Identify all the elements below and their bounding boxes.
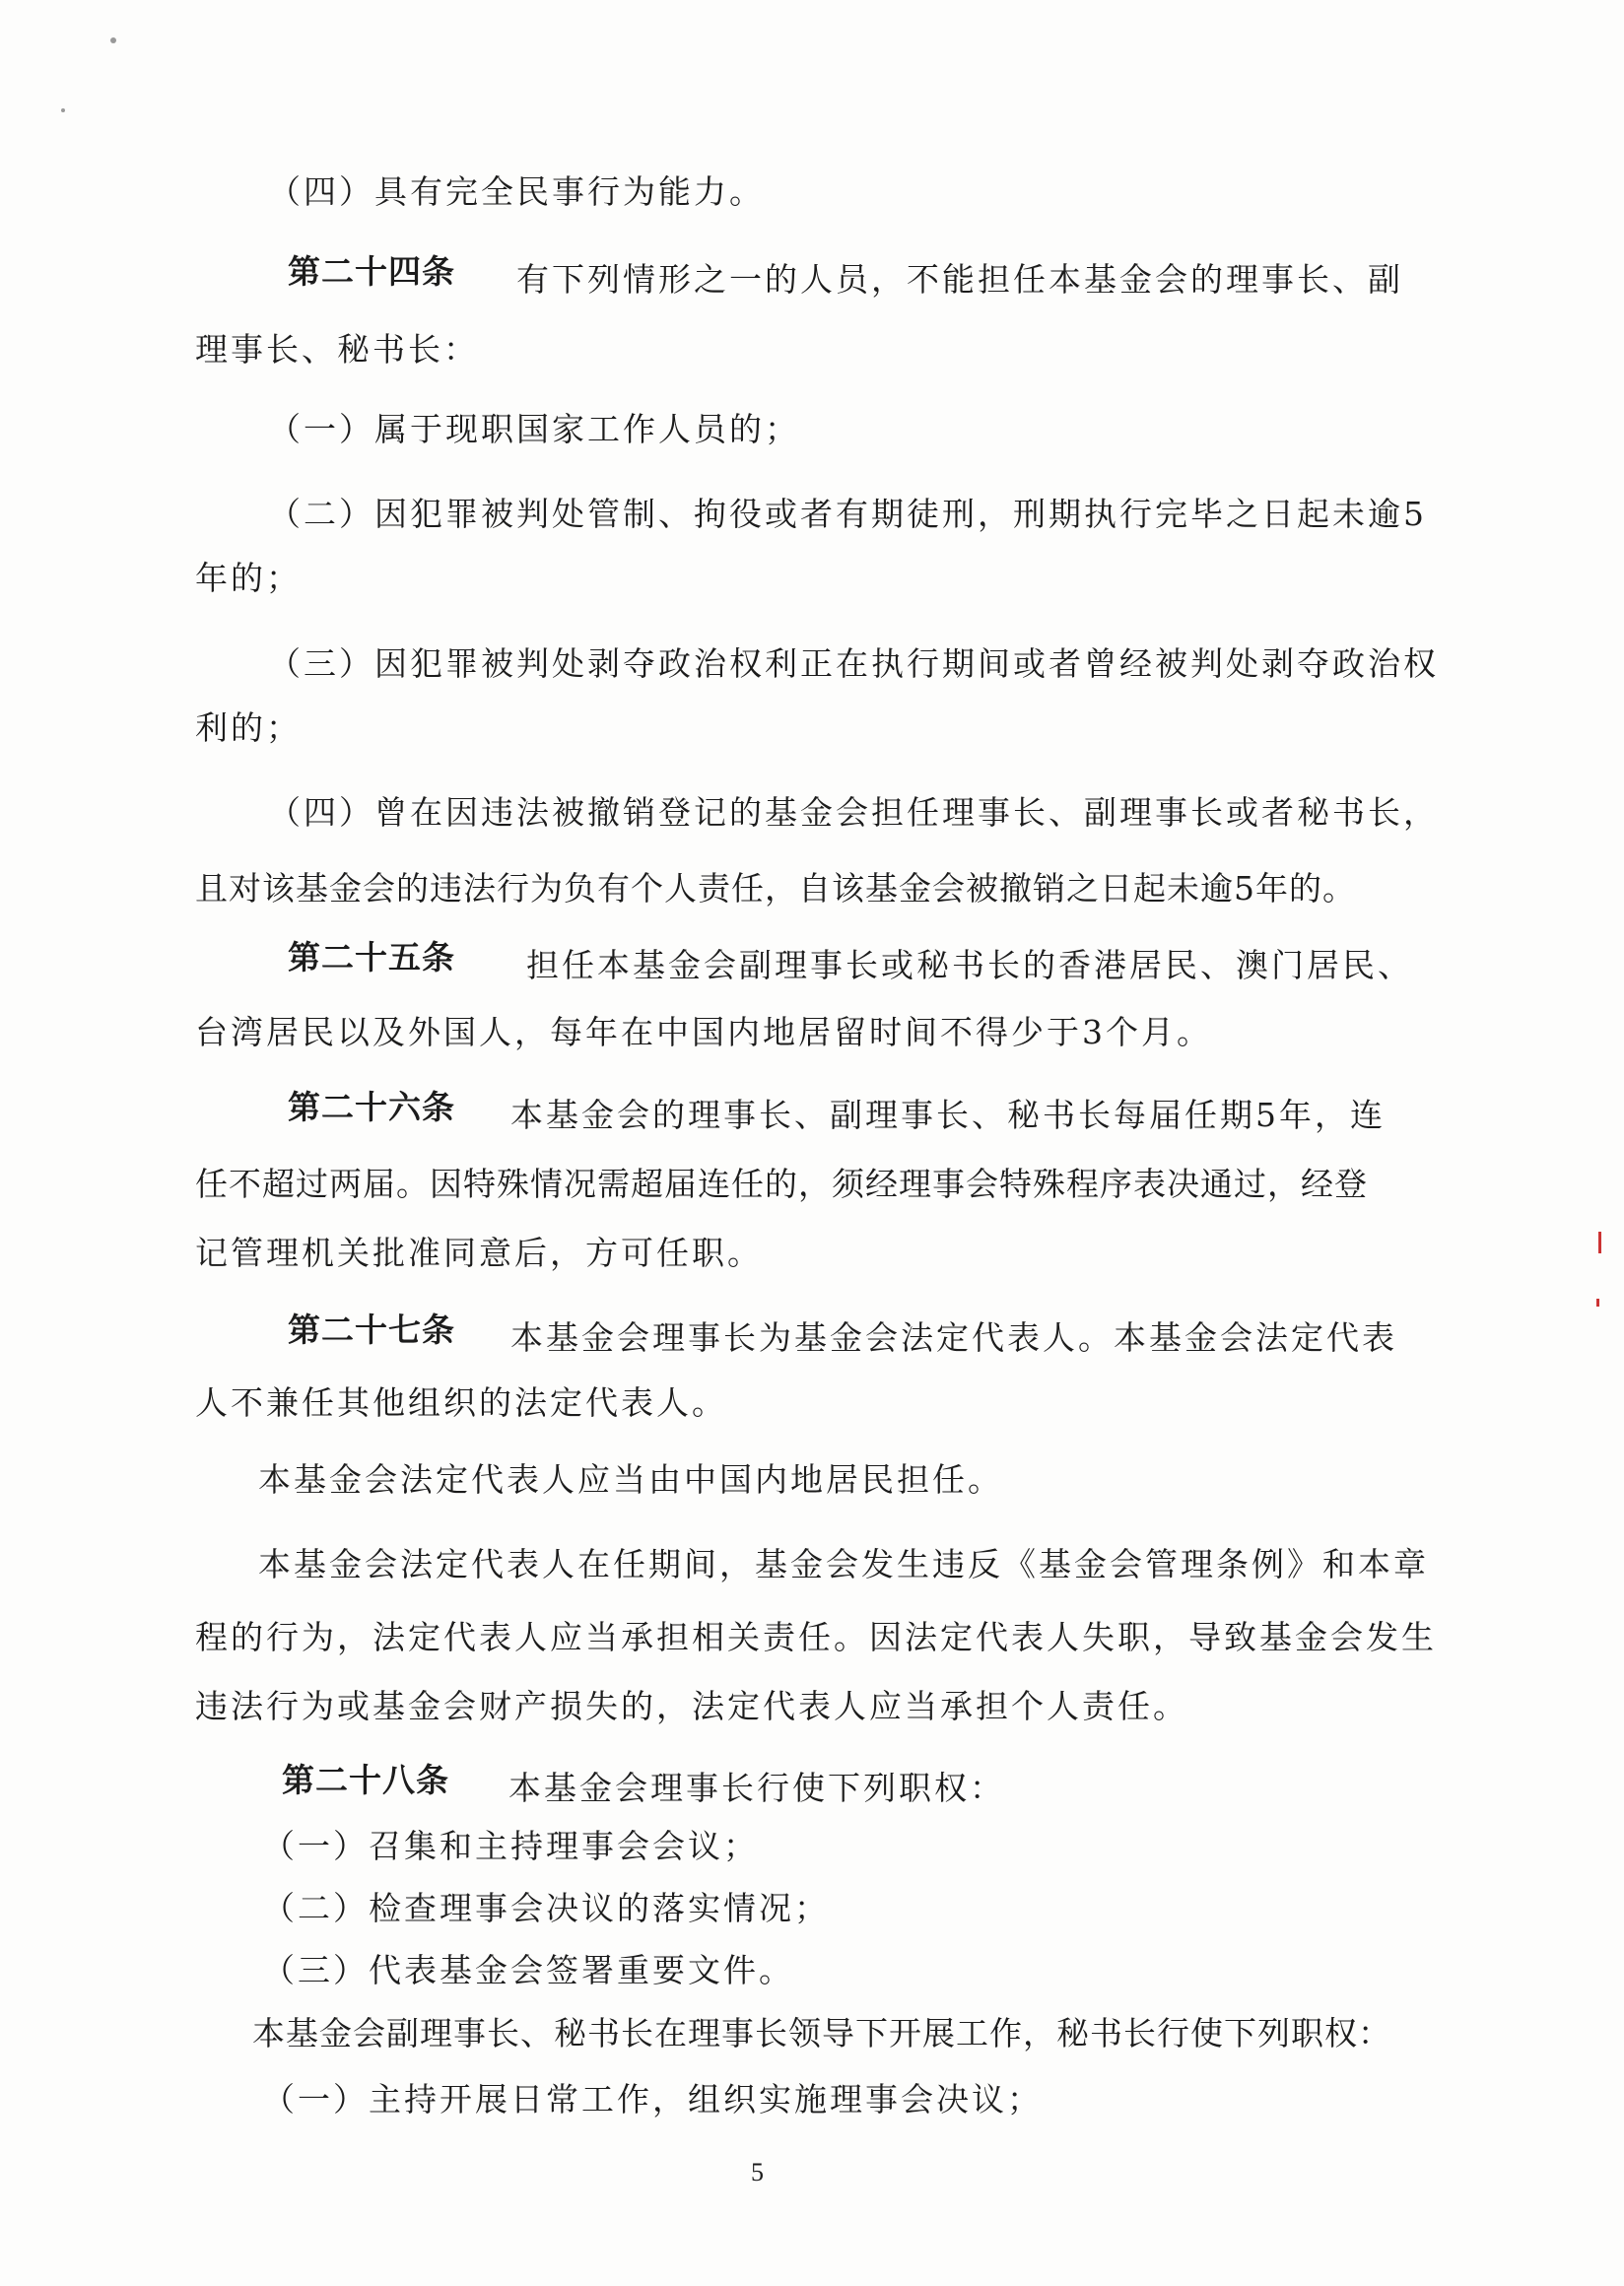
paragraph-line: 本基金会副理事长、秘书长在理事长领导下开展工作，秘书长行使下列职权：: [252, 2014, 1391, 2052]
scan-speck: [110, 37, 116, 43]
paragraph-line: 违法行为或基金会财产损失的，法定代表人应当承担个人责任。: [195, 1687, 1188, 1725]
article-heading: 第二十五条: [288, 938, 455, 976]
paragraph-line: 本基金会的理事长、副理事长、秘书长每届任期5年，连: [510, 1096, 1386, 1134]
paragraph-line: 本基金会法定代表人应当由中国内地居民担任。: [258, 1460, 1003, 1499]
margin-mark: [1596, 1299, 1599, 1307]
article-heading: 第二十四条: [288, 252, 455, 291]
paragraph-line: 台湾居民以及外国人，每年在中国内地居留时间不得少于3个月。: [195, 1013, 1212, 1051]
page-number: 5: [751, 2158, 764, 2186]
paragraph-line: 程的行为，法定代表人应当承担相关责任。因法定代表人失职，导致基金会发生: [195, 1618, 1437, 1656]
paragraph-line: 任不超过两届。因特殊情况需超届连任的，须经理事会特殊程序表决通过，经登: [195, 1165, 1368, 1203]
paragraph-line: 且对该基金会的违法行为负有个人责任，自该基金会被撤销之日起未逾5年的。: [195, 869, 1356, 908]
article-heading: 第二十七条: [288, 1311, 455, 1349]
paragraph-line: 本基金会理事长行使下列职权：: [508, 1769, 1005, 1807]
paragraph-line: （一）属于现职国家工作人员的；: [268, 410, 800, 448]
paragraph-line: 记管理机关批准同意后，方可任职。: [195, 1234, 763, 1272]
scan-speck: [61, 108, 65, 112]
paragraph-line: 有下列情形之一的人员，不能担任本基金会的理事长、副: [516, 260, 1403, 299]
paragraph-line: 年的；: [195, 559, 302, 597]
paragraph-line: （二）因犯罪被判处管制、拘役或者有期徒刑，刑期执行完毕之日起未逾5: [268, 495, 1427, 533]
paragraph-line: （四）曾在因违法被撤销登记的基金会担任理事长、副理事长或者秘书长，: [268, 793, 1439, 832]
paragraph-line: （二）检查理事会决议的落实情况；: [262, 1889, 830, 1927]
paragraph-line: 本基金会法定代表人在任期间，基金会发生违反《基金会管理条例》和本章: [258, 1545, 1429, 1583]
article-heading: 第二十八条: [282, 1761, 449, 1799]
paragraph-line: （三）因犯罪被判处剥夺政治权利正在执行期间或者曾经被判处剥夺政治权: [268, 644, 1439, 683]
paragraph-line: （一）主持开展日常工作，组织实施理事会决议；: [262, 2080, 1043, 2118]
paragraph-line: 本基金会理事长为基金会法定代表人。本基金会法定代表: [510, 1318, 1397, 1357]
paragraph-line: （四）具有完全民事行为能力。: [268, 172, 765, 211]
margin-mark: [1598, 1232, 1601, 1253]
paragraph-line: 人不兼任其他组织的法定代表人。: [195, 1383, 727, 1422]
paragraph-line: 担任本基金会副理事长或秘书长的香港居民、澳门居民、: [526, 946, 1413, 984]
paragraph-line: 利的；: [195, 708, 302, 747]
paragraph-line: （一）召集和主持理事会会议；: [262, 1827, 759, 1865]
paragraph-line: （三）代表基金会签署重要文件。: [262, 1951, 794, 1989]
article-heading: 第二十六条: [288, 1088, 455, 1126]
paragraph-line: 理事长、秘书长：: [195, 330, 479, 369]
